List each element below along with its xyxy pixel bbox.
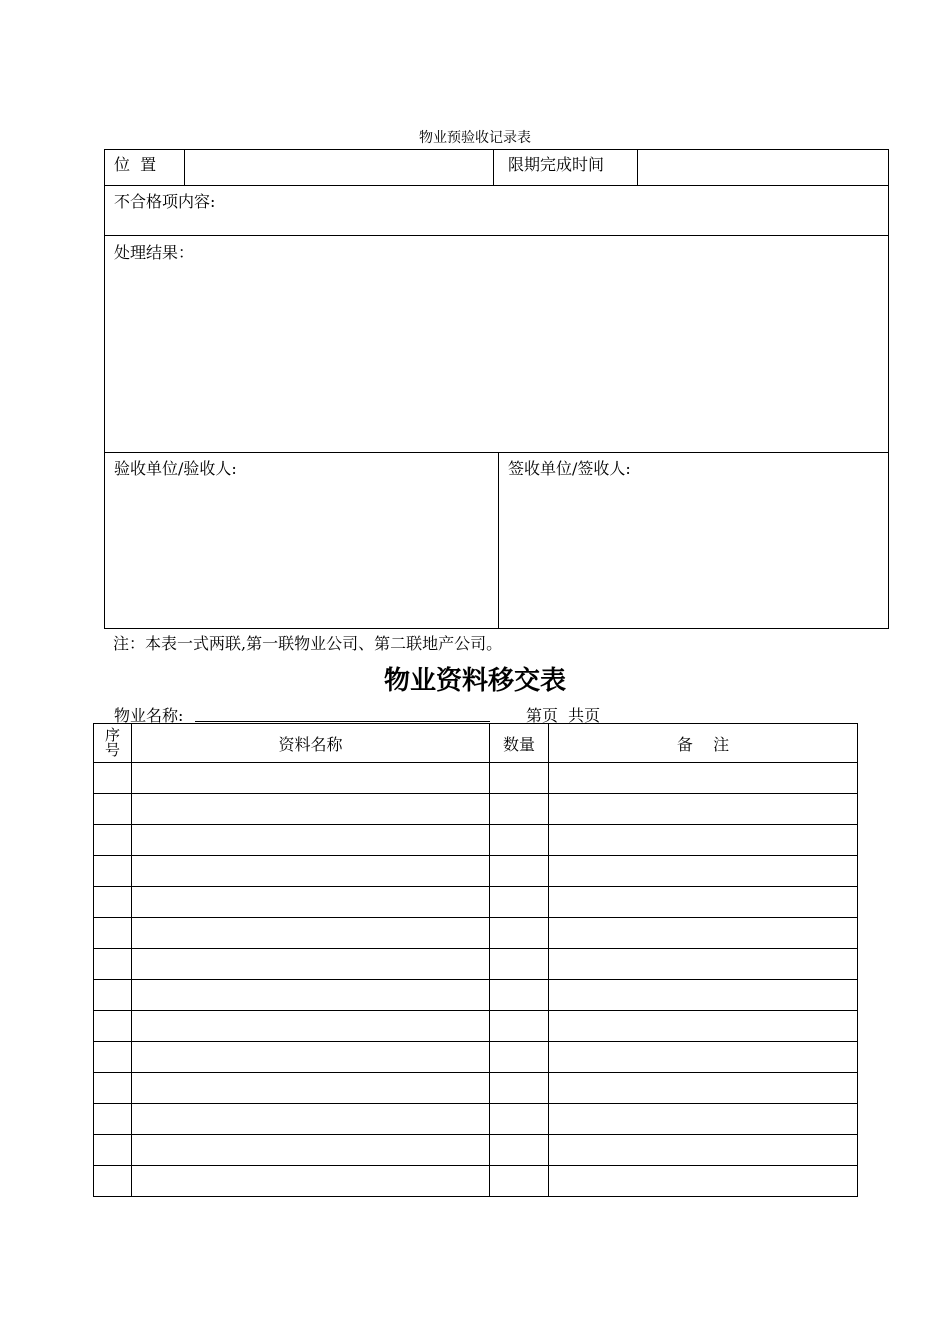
table-row — [94, 1104, 858, 1135]
table-row — [94, 1042, 858, 1073]
defects-label: 不合格项内容: — [114, 192, 216, 211]
remarks-cell[interactable] — [549, 1104, 858, 1135]
name-cell[interactable] — [132, 763, 490, 794]
transfer-form-title: 物业资料移交表 — [383, 666, 566, 696]
record-form-title: 物业预验收记录表 — [419, 130, 531, 146]
column-header-qty: 数量 — [490, 724, 549, 763]
name-cell[interactable] — [132, 1073, 490, 1104]
remarks-cell[interactable] — [549, 763, 858, 794]
seq-cell[interactable] — [94, 763, 132, 794]
seq-cell[interactable] — [94, 949, 132, 980]
inspector-label: 验收单位/验收人: — [114, 459, 237, 478]
receiver-label: 签收单位/签收人: — [508, 459, 631, 478]
qty-cell[interactable] — [490, 1166, 549, 1197]
seq-cell[interactable] — [94, 1166, 132, 1197]
remarks-cell[interactable] — [549, 887, 858, 918]
result-label: 处理结果： — [114, 243, 195, 262]
table-row — [94, 825, 858, 856]
name-cell[interactable] — [132, 856, 490, 887]
seq-cell[interactable] — [94, 1011, 132, 1042]
property-name-label: 物业名称: — [114, 706, 184, 725]
remarks-cell[interactable] — [549, 1135, 858, 1166]
table-row — [94, 1135, 858, 1166]
column-header-seq: 序号 — [94, 724, 132, 763]
table-row — [94, 794, 858, 825]
qty-cell[interactable] — [490, 1104, 549, 1135]
qty-cell[interactable] — [490, 794, 549, 825]
column-header-name: 资料名称 — [132, 724, 490, 763]
seq-cell[interactable] — [94, 825, 132, 856]
remarks-cell[interactable] — [549, 856, 858, 887]
table-row — [94, 763, 858, 794]
column-header-remarks: 备 注 — [549, 724, 858, 763]
deadline-field[interactable] — [645, 152, 880, 178]
remarks-cell[interactable] — [549, 980, 858, 1011]
qty-cell[interactable] — [490, 856, 549, 887]
name-cell[interactable] — [132, 980, 490, 1011]
transfer-table — [93, 723, 858, 1197]
table-row — [94, 918, 858, 949]
qty-cell[interactable] — [490, 825, 549, 856]
remarks-cell[interactable] — [549, 918, 858, 949]
table-row — [94, 1011, 858, 1042]
qty-cell[interactable] — [490, 763, 549, 794]
qty-cell[interactable] — [490, 918, 549, 949]
page-count-label: 第页 共页 — [526, 706, 601, 725]
record-form — [104, 149, 889, 629]
seq-cell[interactable] — [94, 794, 132, 825]
remarks-cell[interactable] — [549, 794, 858, 825]
name-cell[interactable] — [132, 1135, 490, 1166]
seq-cell[interactable] — [94, 1073, 132, 1104]
remarks-cell[interactable] — [549, 949, 858, 980]
location-label: 位 置 — [114, 155, 157, 174]
name-cell[interactable] — [132, 1011, 490, 1042]
qty-cell[interactable] — [490, 980, 549, 1011]
table-row — [94, 949, 858, 980]
remarks-cell[interactable] — [549, 1011, 858, 1042]
remarks-cell[interactable] — [549, 1042, 858, 1073]
location-field[interactable] — [194, 152, 484, 178]
seq-cell[interactable] — [94, 887, 132, 918]
qty-cell[interactable] — [490, 1011, 549, 1042]
deadline-label: 限期完成时间 — [508, 155, 605, 174]
seq-cell[interactable] — [94, 1042, 132, 1073]
seq-cell[interactable] — [94, 1104, 132, 1135]
qty-cell[interactable] — [490, 1073, 549, 1104]
seq-cell[interactable] — [94, 918, 132, 949]
qty-cell[interactable] — [490, 1135, 549, 1166]
name-cell[interactable] — [132, 1104, 490, 1135]
table-row — [94, 980, 858, 1011]
table-header-row — [94, 724, 858, 763]
qty-cell[interactable] — [490, 1042, 549, 1073]
name-cell[interactable] — [132, 887, 490, 918]
name-cell[interactable] — [132, 794, 490, 825]
table-row — [94, 1166, 858, 1197]
name-cell[interactable] — [132, 949, 490, 980]
qty-cell[interactable] — [490, 949, 549, 980]
qty-cell[interactable] — [490, 887, 549, 918]
seq-cell[interactable] — [94, 980, 132, 1011]
seq-cell[interactable] — [94, 1135, 132, 1166]
name-cell[interactable] — [132, 918, 490, 949]
property-name-underline[interactable] — [195, 721, 490, 722]
table-row — [94, 1073, 858, 1104]
seq-cell[interactable] — [94, 856, 132, 887]
name-cell[interactable] — [132, 1042, 490, 1073]
remarks-cell[interactable] — [549, 1073, 858, 1104]
name-cell[interactable] — [132, 825, 490, 856]
record-form-note: 注：本表一式两联,第一联物业公司、第二联地产公司。 — [113, 634, 503, 653]
table-row — [94, 887, 858, 918]
table-row — [94, 856, 858, 887]
remarks-cell[interactable] — [549, 1166, 858, 1197]
remarks-cell[interactable] — [549, 825, 858, 856]
name-cell[interactable] — [132, 1166, 490, 1197]
